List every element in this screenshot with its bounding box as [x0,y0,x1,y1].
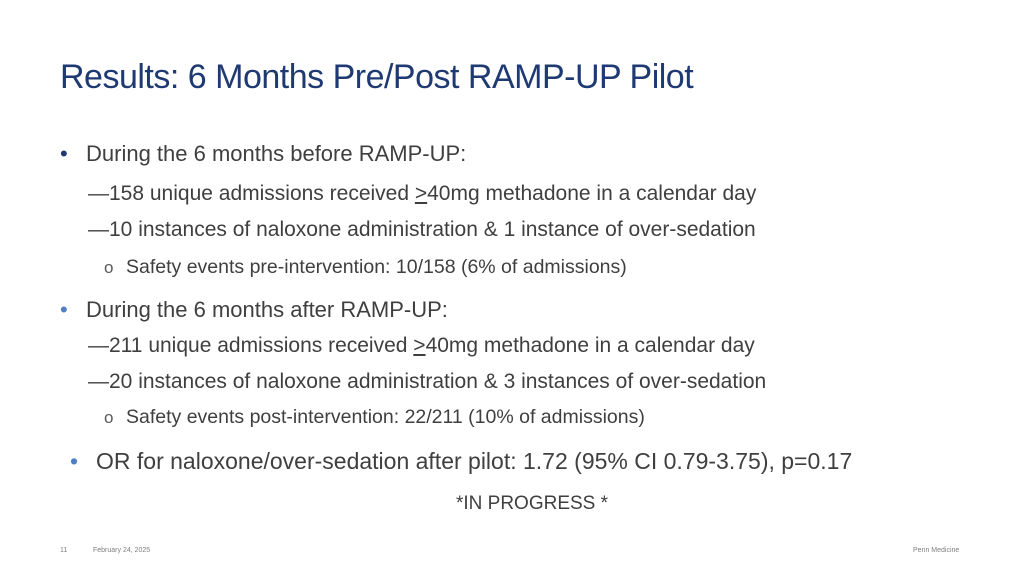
sub-sub-bullet-text: Safety events post-intervention: 22/211 (10% of admissions) [126,406,645,428]
sub-bullet-text: 158 unique admissions received [109,182,415,205]
footer-date: February 24, 2025 [93,547,151,554]
bullet-text: During the 6 months before RAMP-UP: [86,141,467,166]
circle-bullet-icon: o [104,408,114,427]
sub-bullet-text-tail: 40mg methadone in a calendar day [427,182,757,205]
slide-title: Results: 6 Months Pre/Post RAMP-UP Pilot [60,58,694,96]
sub-bullet-post-admissions [88,334,755,358]
dash-marker: — [88,218,109,241]
sub-bullet-pre-instances [88,218,756,242]
bullet-dot-icon: • [60,297,68,322]
sub-sub-bullet-pre-safety [104,256,627,279]
bullet-text: OR for naloxone/over-sedation after pilot: 1.72 (95% CI 0.79-3.75), p=0.17 [96,448,853,474]
sub-bullet-text-tail: 40mg methadone in a calendar day [425,334,755,357]
dash-marker: — [88,370,109,393]
sub-bullet-text: 211 unique admissions received [109,334,414,357]
sub-sub-bullet-post-safety [104,406,645,429]
greater-equal-symbol: > [414,182,428,205]
sub-bullet-text: 20 instances of naloxone administration & 3 instances of over-sedation [109,370,767,393]
slide-number: 11 [60,547,68,554]
dash-marker: — [88,182,109,205]
circle-bullet-icon: o [104,258,114,277]
greater-equal-symbol: > [413,334,426,357]
bullet-before-heading [60,141,466,167]
footer-organization: Penn Medicine [913,547,960,554]
bullet-after-heading [60,297,448,323]
sub-bullet-pre-admissions [88,182,756,206]
bullet-odds-ratio [70,448,852,475]
bullet-text: During the 6 months after RAMP-UP: [86,297,448,322]
in-progress-note: *IN PROGRESS * [455,493,609,514]
sub-bullet-text: 10 instances of naloxone administration & 1 instance of over-sedation [109,218,756,241]
bullet-dot-icon: • [70,448,79,474]
sub-sub-bullet-text: Safety events pre-intervention: 10/158 (6% of admissions) [126,256,627,278]
bullet-dot-icon: • [60,141,68,166]
dash-marker: — [88,334,109,357]
sub-bullet-post-instances [88,370,766,394]
